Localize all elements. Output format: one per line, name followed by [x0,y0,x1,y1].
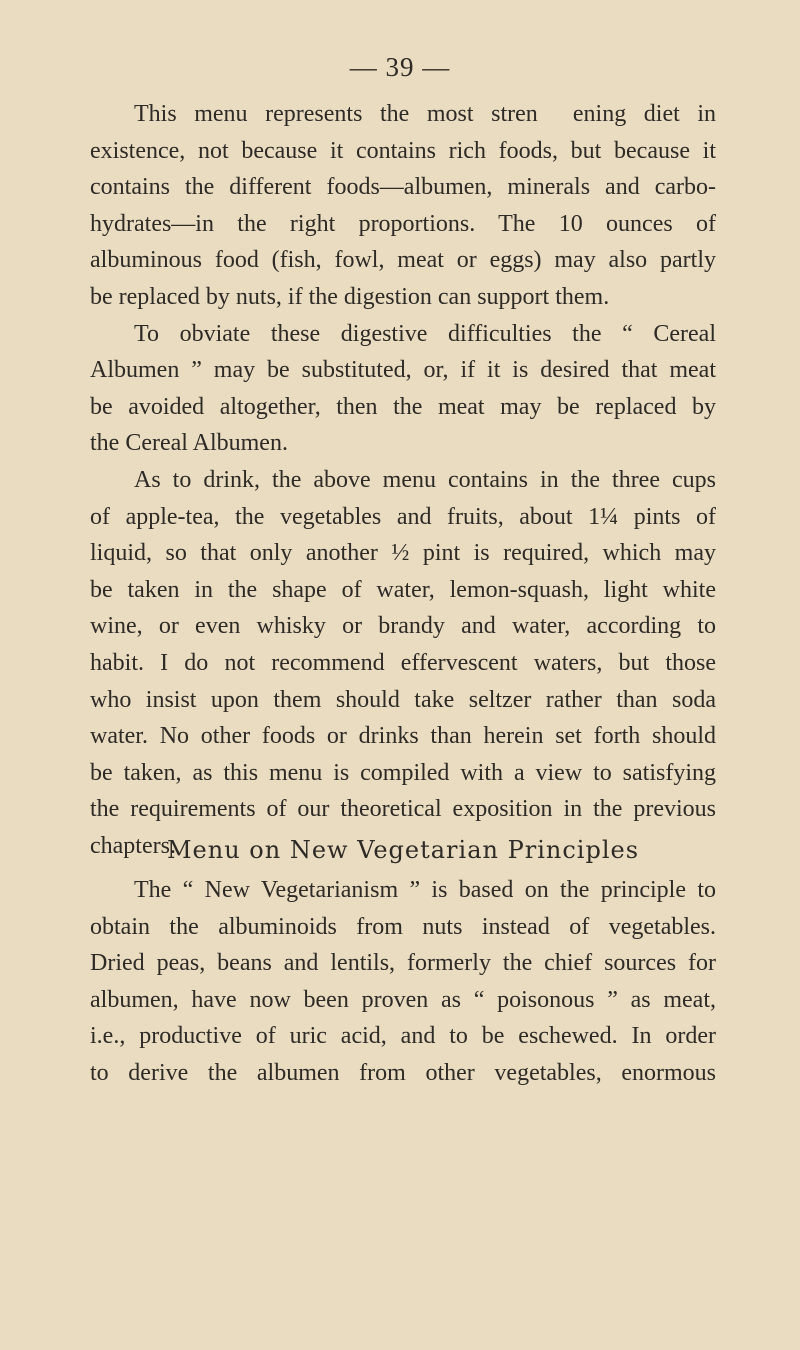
text-line: As to drink, the above menu contains in the three cups [134,466,716,493]
text-line: This menu represents the most stren ening diet in [134,101,716,127]
text-line: i.e., productive of uric acid, and to be eschewed. In order [90,1023,716,1050]
text-line: The “ New Vegetarianism ” is based on the principle to [134,877,716,903]
text-line: existence, not because it contains rich foods, but because it [90,137,716,164]
text-line: of apple-tea, the vegetables and fruits, about 1¼ pints of [90,503,716,530]
text-line: chapters. [90,832,176,859]
text-line: hydrates—in the right proportions. The 10 ounces of [90,210,716,237]
page-number: — 39 — [349,52,451,82]
section-two-text [90,872,716,1092]
text-line: be taken in the shape of water, lemon-squash, light white [90,576,716,603]
text-line: albumen, have now been proven as “ poisonous ” as meat, [90,986,716,1013]
text-line: habit. I do not recommend effervescent waters, but those [90,649,716,676]
text-line: to derive the albumen from other vegetables, enormous [90,1059,716,1086]
text-line: contains the different foods—albumen, minerals and carbo- [90,174,716,201]
text-line: be avoided altogether, then the meat may be replaced by [90,393,716,420]
text-line: Dried peas, beans and lentils, formerly the chief sources for [90,950,716,977]
text-line: be replaced by nuts, if the digestion can support them. [90,283,610,310]
section-one-text [90,96,716,864]
text-line: To obviate these digestive difficulties the “ Cereal [134,320,716,347]
text-line: water. No other foods or drinks than herein set forth should [90,723,716,750]
text-line: the Cereal Albumen. [90,430,288,457]
text-line: the requirements of our theoretical exposition in the previous [90,796,716,823]
text-line: albuminous food (fish, fowl, meat or eggs) may also partly [90,247,716,274]
section-heading: Menu on New Vegetarian Principles [166,836,640,864]
text-line: who insist upon them should take seltzer rather than soda [90,686,716,713]
text-line: Albumen ” may be substituted, or, if it is desired that meat [90,357,716,384]
text-line: liquid, so that only another ½ pint is required, which may [90,540,716,567]
text-line: wine, or even whisky or brandy and water, according to [90,613,716,640]
text-line: be taken, as this menu is compiled with a view to satisfying [90,759,716,786]
text-line: obtain the albuminoids from nuts instead of vegetables. [90,913,716,940]
